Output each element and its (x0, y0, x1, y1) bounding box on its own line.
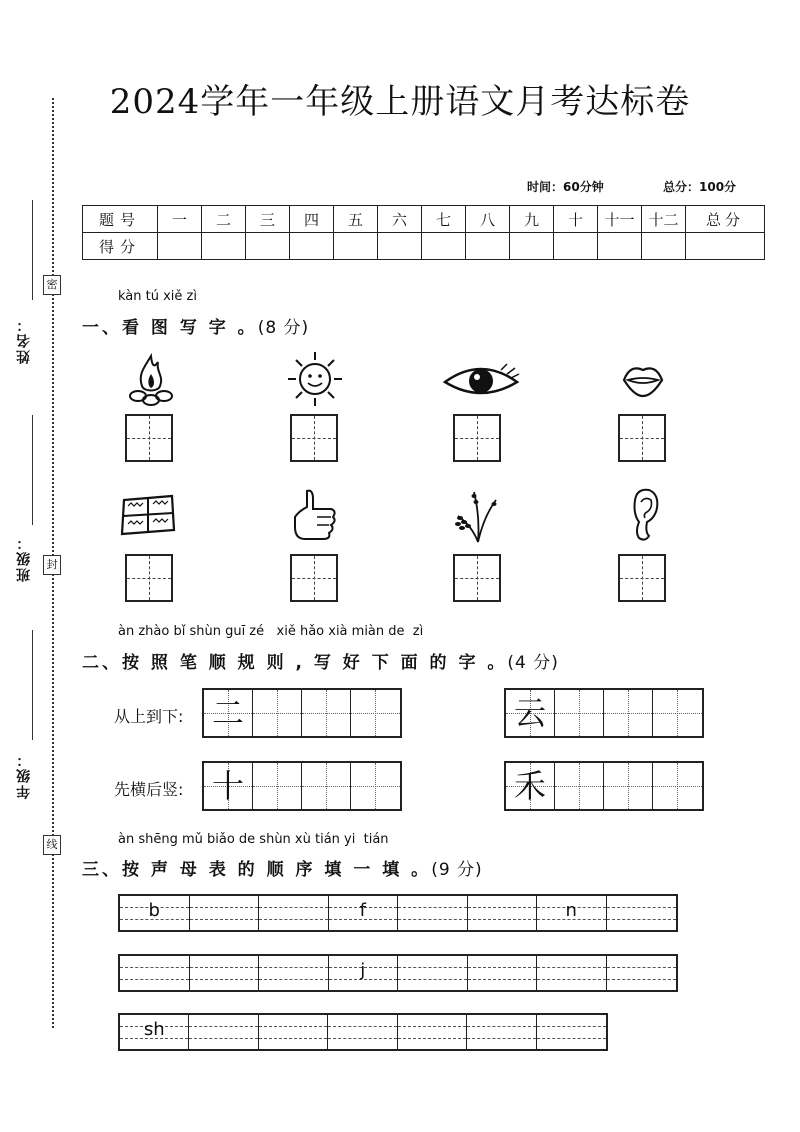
tianzige-cell[interactable] (204, 763, 253, 809)
pinyin-cell[interactable] (189, 1015, 258, 1049)
score-header-cell: 题号 (83, 206, 158, 233)
answer-grid[interactable] (290, 554, 338, 602)
tianzige-cell[interactable] (555, 763, 604, 809)
score-cell[interactable] (334, 233, 378, 260)
score-header-cell: 总分 (686, 206, 765, 233)
pinyin-cell[interactable] (190, 956, 260, 990)
score-header-cell: 十 (554, 206, 598, 233)
example-char: 禾 (513, 767, 546, 805)
score-header-cell: 三 (246, 206, 290, 233)
tianzige-cell[interactable] (253, 763, 302, 809)
pinyin-cell[interactable] (467, 1015, 536, 1049)
score-table-score-row (83, 233, 765, 260)
section3-heading (82, 855, 483, 880)
pinyin-cell[interactable] (607, 956, 677, 990)
section1-heading (82, 313, 309, 338)
answer-grid[interactable] (618, 414, 666, 462)
answer-grid[interactable] (125, 554, 173, 602)
section1-pinyin: kàn tú xiě zì (118, 289, 197, 304)
tianzige-cell[interactable] (604, 690, 653, 736)
answer-grid[interactable] (453, 414, 501, 462)
initial-letter: sh (143, 1019, 165, 1040)
initial-letter: n (565, 900, 577, 921)
score-table-header-row (83, 206, 765, 233)
pinyin-cell[interactable] (190, 896, 260, 930)
section2-points: (4 分) (507, 653, 559, 673)
score-cell[interactable] (246, 233, 290, 260)
fire-picture (124, 352, 178, 408)
pinyin-cell[interactable] (329, 956, 399, 990)
tianzige-cell[interactable] (506, 690, 555, 736)
score-cell[interactable] (554, 233, 598, 260)
name-field-line[interactable] (32, 200, 33, 300)
class-label: 班级： (16, 534, 32, 582)
grade-field-line[interactable] (32, 630, 33, 740)
exam-total-score: 总分：100分 (663, 180, 737, 194)
seal-mark-1: 密 (43, 275, 61, 295)
section1-heading-text: 一、看 图 写 字 。 (82, 318, 258, 338)
tianzige-cell[interactable] (302, 690, 351, 736)
pinyin-cell[interactable] (259, 896, 329, 930)
stroke-rule-label-bottom: 先横后竖: (114, 780, 184, 799)
tianzige-cell[interactable] (653, 763, 702, 809)
hand-picture (287, 487, 343, 543)
score-cell[interactable] (510, 233, 554, 260)
grade-label: 年级： (16, 751, 32, 799)
section2-pinyin: àn zhào bǐ shùn guī zé xiě hǎo xià miàn de zì (118, 624, 424, 639)
answer-grid[interactable] (453, 554, 501, 602)
answer-grid[interactable] (290, 414, 338, 462)
score-cell[interactable] (290, 233, 334, 260)
example-char: 十 (211, 767, 244, 805)
tianzige-cell[interactable] (302, 763, 351, 809)
exam-time: 时间：60分钟 (527, 180, 604, 194)
initial-letter: b (148, 900, 160, 921)
score-cell[interactable] (598, 233, 642, 260)
pinyin-cell[interactable] (120, 896, 190, 930)
section2-heading (82, 648, 559, 673)
seal-mark-2: 封 (43, 555, 61, 575)
score-header-cell: 七 (422, 206, 466, 233)
name-label: 姓名： (16, 316, 32, 364)
score-cell[interactable] (202, 233, 246, 260)
pinyin-cell[interactable] (259, 1015, 328, 1049)
stroke-rule-label-top: 从上到下: (114, 707, 184, 726)
seal-mark-3: 线 (43, 835, 61, 855)
field-picture (118, 492, 178, 538)
pinyin-cell[interactable] (398, 1015, 467, 1049)
tianzige-cell[interactable] (653, 690, 702, 736)
tianzige-cell[interactable] (351, 763, 400, 809)
pinyin-writing-row[interactable] (118, 894, 678, 932)
example-char: 云 (513, 694, 546, 732)
pinyin-cell[interactable] (120, 956, 190, 990)
tianzige-cell[interactable] (604, 763, 653, 809)
pinyin-cell[interactable] (398, 896, 468, 930)
initial-letter: f (359, 900, 366, 921)
score-header-cell: 一 (158, 206, 202, 233)
tianzige-row[interactable] (202, 761, 402, 811)
section3-points: (9 分) (431, 860, 483, 880)
score-header-cell: 六 (378, 206, 422, 233)
tianzige-cell[interactable] (555, 690, 604, 736)
answer-grid[interactable] (618, 554, 666, 602)
score-cell[interactable] (686, 233, 765, 260)
score-header-cell: 五 (334, 206, 378, 233)
tianzige-row[interactable] (202, 688, 402, 738)
score-cell[interactable] (378, 233, 422, 260)
pinyin-writing-row[interactable] (118, 1013, 608, 1051)
tianzige-row[interactable] (504, 688, 704, 738)
score-row-label: 得分 (83, 233, 158, 260)
section1-points: (8 分) (257, 318, 310, 338)
score-header-cell: 九 (510, 206, 554, 233)
score-header-cell: 十二 (642, 206, 686, 233)
page-title: 2024学年一年级上册语文月考达标卷 (109, 82, 691, 122)
score-header-cell: 二 (202, 206, 246, 233)
ear-picture (625, 486, 661, 544)
score-cell[interactable] (422, 233, 466, 260)
score-table (82, 205, 765, 260)
score-cell[interactable] (642, 233, 686, 260)
pinyin-cell[interactable] (468, 956, 538, 990)
pinyin-cell[interactable] (537, 956, 607, 990)
score-cell[interactable] (466, 233, 510, 260)
score-header-cell: 十一 (598, 206, 642, 233)
tianzige-cell[interactable] (351, 690, 400, 736)
pinyin-cell[interactable] (398, 956, 468, 990)
score-header-cell: 八 (466, 206, 510, 233)
pinyin-cell[interactable] (537, 896, 607, 930)
pinyin-cell[interactable] (259, 956, 329, 990)
grain-picture (450, 486, 508, 544)
section3-heading-text: 三、按 声 母 表 的 顺 序 填 一 填 。 (82, 860, 432, 880)
pinyin-cell[interactable] (329, 896, 399, 930)
mouth-picture (620, 360, 666, 400)
section2-heading-text: 二、按 照 笔 顺 规 则 , 写 好 下 面 的 字 。 (82, 653, 508, 673)
pinyin-writing-row[interactable] (118, 954, 678, 992)
pinyin-cell[interactable] (537, 1015, 606, 1049)
class-field-line[interactable] (32, 415, 33, 525)
pinyin-cell[interactable] (328, 1015, 397, 1049)
tianzige-cell[interactable] (204, 690, 253, 736)
example-char: 二 (211, 694, 244, 732)
pinyin-cell[interactable] (468, 896, 538, 930)
pinyin-cell[interactable] (607, 896, 677, 930)
score-cell[interactable] (158, 233, 202, 260)
pinyin-cell[interactable] (120, 1015, 189, 1049)
tianzige-cell[interactable] (253, 690, 302, 736)
eye-picture (443, 362, 521, 400)
initial-letter: j (360, 960, 366, 981)
tianzige-row[interactable] (504, 761, 704, 811)
section3-pinyin: àn shēng mǔ biǎo de shùn xù tián yi tián (118, 832, 389, 847)
answer-grid[interactable] (125, 414, 173, 462)
tianzige-cell[interactable] (506, 763, 555, 809)
score-header-cell: 四 (290, 206, 334, 233)
sun-picture (287, 350, 343, 408)
